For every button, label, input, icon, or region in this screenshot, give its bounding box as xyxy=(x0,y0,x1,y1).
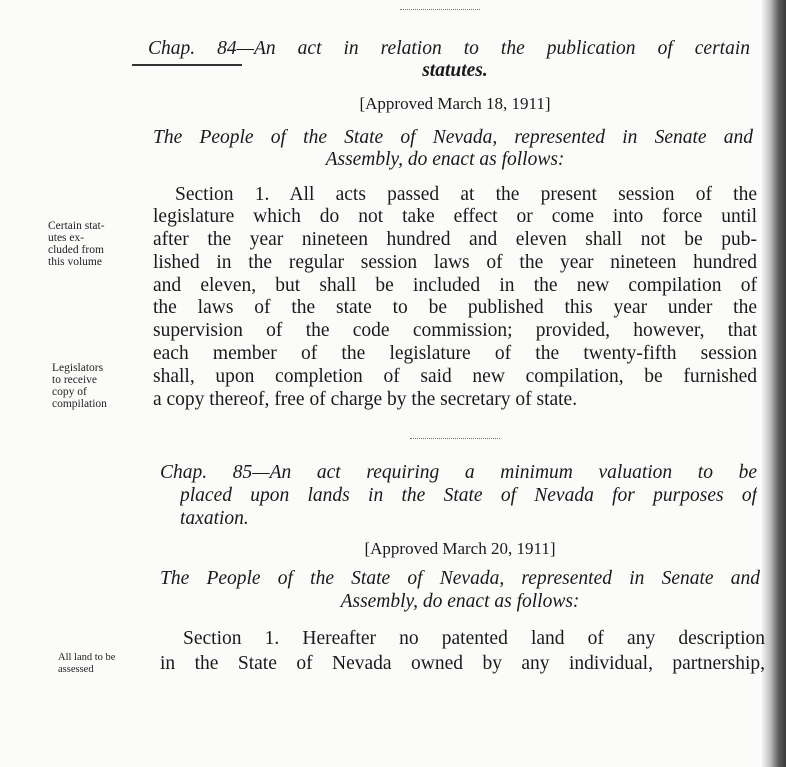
section-line: legislature which do not take effect or come into force until xyxy=(153,206,757,227)
chapter-84-heading-line: statutes. xyxy=(422,60,488,81)
section-line: a copy thereof, free of charge by the secretary of state. xyxy=(153,389,578,410)
chapter-84-approved: [Approved March 18, 1911] xyxy=(359,94,551,113)
chapter-85-heading-line: placed upon lands in the State of Nevada for purposes of xyxy=(180,485,757,506)
chapter-84-enacting-clause: The People of the State of Nevada, represented in Senate and xyxy=(153,127,753,148)
separator-rule xyxy=(410,438,500,439)
section-line: after the year nineteen hundred and eleven shall not be pub- xyxy=(153,229,757,250)
separator-rule xyxy=(400,9,480,10)
section-line: in the State of Nevada owned by any individual, partnership, xyxy=(160,653,765,674)
chapter-84-enacting-clause: Assembly, do enact as follows: xyxy=(325,149,565,170)
section-line: Section 1. All acts passed at the present session of the xyxy=(175,184,757,205)
margin-note xyxy=(58,652,115,676)
chapter-85-heading-line: Chap. 85—An act requiring a minimum valuation to be xyxy=(160,462,757,483)
section-line: Section 1. Hereafter no patented land of any description xyxy=(183,628,765,649)
section-line: the laws of the state to be published this year under the xyxy=(153,297,757,318)
section-line: each member of the legislature of the twenty-fifth session xyxy=(153,343,757,364)
margin-note-line: cluded from xyxy=(48,244,104,256)
margin-note-line: this volume xyxy=(48,256,102,268)
heading-underline xyxy=(132,64,242,66)
margin-note-line: to receive xyxy=(52,374,98,386)
chapter-85-approved: [Approved March 20, 1911] xyxy=(364,539,556,558)
chapter-85-enacting-clause: Assembly, do enact as follows: xyxy=(340,591,580,612)
margin-note-line: Legislators xyxy=(52,362,104,374)
chapter-84-heading-line: Chap. 84—An act in relation to the publication of certain xyxy=(148,38,750,59)
section-line: lished in the regular session laws of the year nineteen hundred xyxy=(153,252,757,273)
chapter-85-enacting-clause: The People of the State of Nevada, represented in Senate and xyxy=(160,568,760,589)
margin-note-line: compilation xyxy=(52,398,107,410)
page-binding-shadow xyxy=(762,0,786,767)
margin-note xyxy=(48,220,105,268)
chapter-85-heading-line: taxation. xyxy=(180,508,249,529)
margin-note-line: assessed xyxy=(58,664,94,675)
margin-note-line: All land to be xyxy=(58,652,116,663)
margin-note xyxy=(52,362,107,410)
section-line: shall, upon completion of said new compilation, be furnished xyxy=(153,366,757,387)
margin-note-line: utes ex- xyxy=(48,232,85,244)
section-line: supervision of the code commission; provided, however, that xyxy=(153,320,757,341)
margin-note-line: copy of xyxy=(52,386,87,398)
section-line: and eleven, but shall be included in the new compilation of xyxy=(153,275,757,296)
margin-note-line: Certain stat- xyxy=(48,220,105,232)
